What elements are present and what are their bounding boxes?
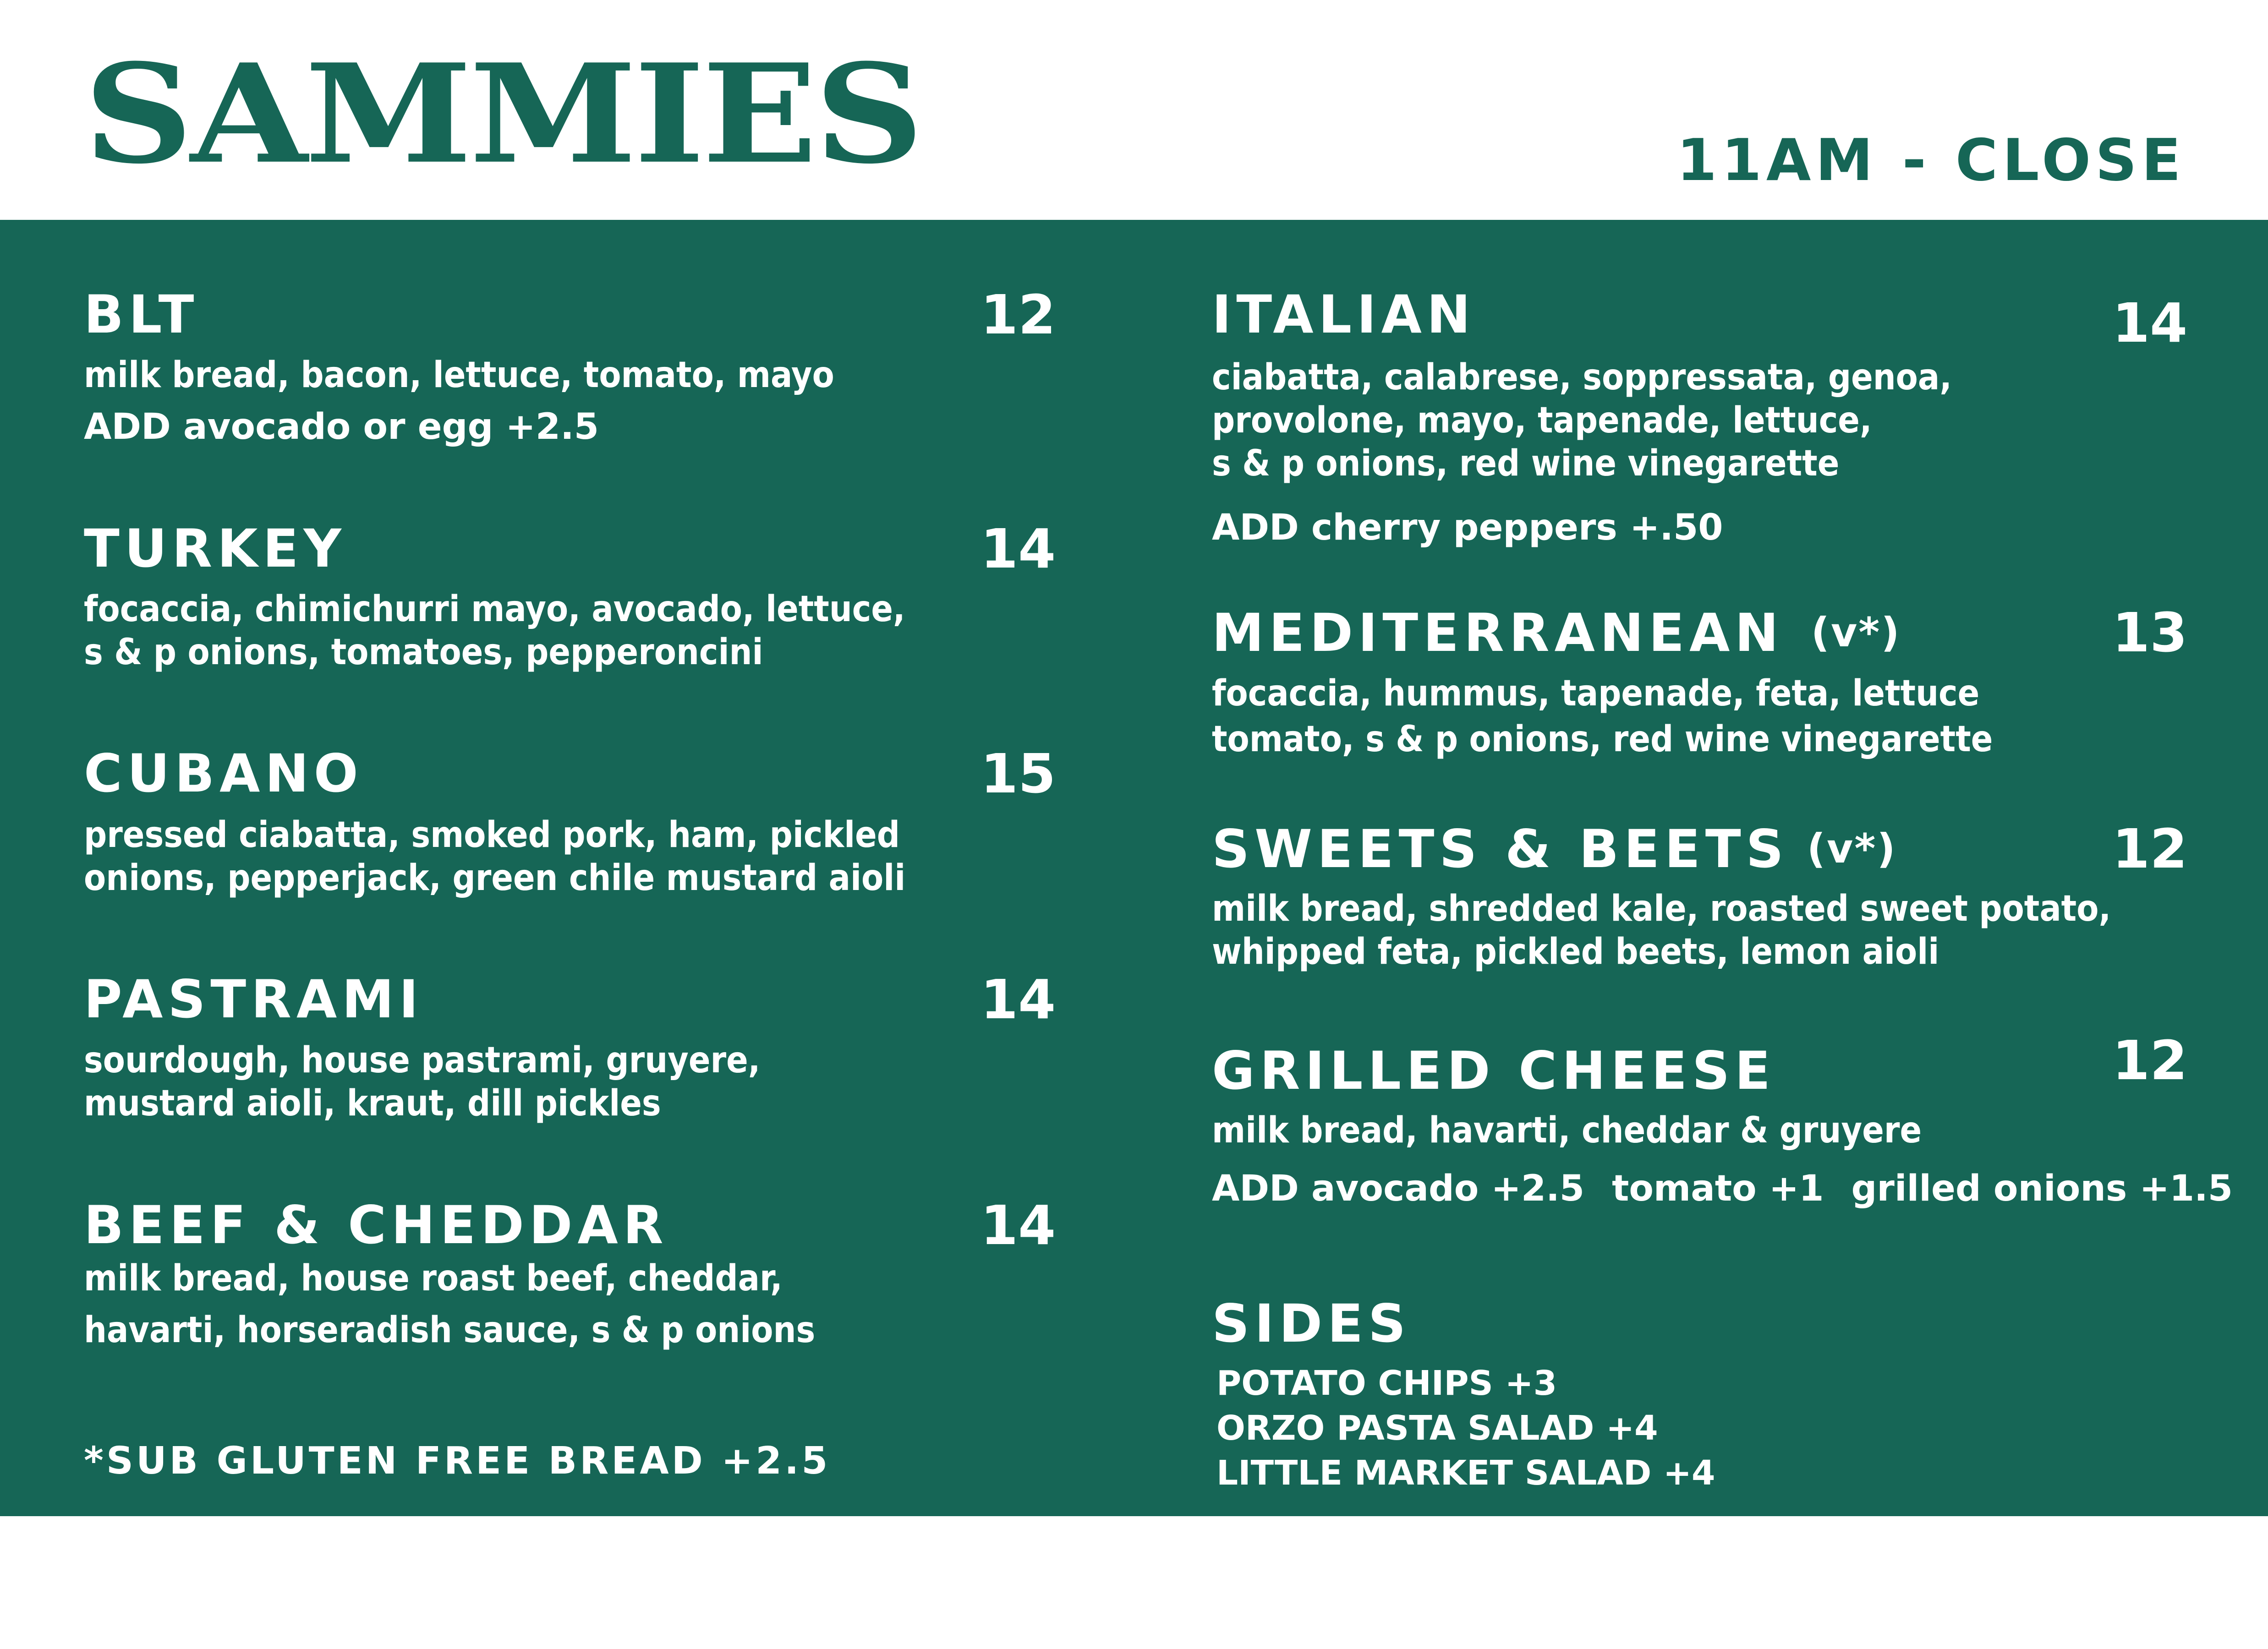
item-name: GRILLED CHEESE (1212, 1040, 1776, 1101)
item-name (1212, 819, 1897, 879)
item-price: 12 (2112, 1029, 2188, 1092)
addon-option: ADD avocado +2.5 (1212, 1168, 1585, 1209)
menu-title: SAMMIES (84, 33, 921, 194)
item-desc-line: havarti, horseradish sauce, s & p onions (84, 1310, 816, 1351)
item-price: 12 (981, 283, 1056, 346)
item-price: 12 (2112, 817, 2188, 880)
item-desc-line: focaccia, chimichurri mayo, avocado, lettuce, (84, 589, 905, 630)
item-desc-line: s & p onions, tomatoes, pepperoncini (84, 632, 763, 673)
item-name: BEEF & CHEDDAR (84, 1195, 668, 1256)
item-desc-line: focaccia, hummus, tapenade, feta, lettuce (1212, 673, 1980, 714)
item-price: 14 (2112, 291, 2188, 355)
item-desc-line: milk bread, havarti, cheddar & gruyere (1212, 1110, 1922, 1151)
vegetarian-tag: (v*) (1811, 609, 1901, 656)
item-desc-line: milk bread, shredded kale, roasted sweet potato, (1212, 888, 2111, 929)
vegetarian-tag: (v*) (1807, 825, 1897, 872)
item-desc-line: mustard aioli, kraut, dill pickles (84, 1083, 661, 1124)
item-desc-line: tomato, s & p onions, red wine vinegarette (1212, 719, 1993, 760)
item-name: BLT (84, 284, 199, 345)
item-name (1212, 603, 1901, 663)
item-price: 14 (981, 968, 1056, 1031)
item-addon: ADD avocado or egg +2.5 (84, 406, 599, 448)
sides-title: SIDES (1212, 1293, 1411, 1354)
item-name: CUBANO (84, 743, 363, 804)
addon-option: tomato +1 (1612, 1168, 1824, 1209)
item-name-text: SWEETS & BEETS (1212, 819, 1789, 879)
addon-option: grilled onions +1.5 (1851, 1168, 2233, 1209)
item-price: 15 (981, 742, 1056, 805)
side-item: ORZO PASTA SALAD +4 (1216, 1409, 1658, 1448)
item-addons (1212, 1167, 2233, 1210)
hours-label: 11AM - CLOSE (1676, 126, 2186, 194)
item-name: PASTRAMI (84, 969, 424, 1030)
item-name-text: MEDITERRANEAN (1212, 602, 1784, 663)
item-price: 13 (2112, 601, 2188, 664)
item-name: ITALIAN (1212, 284, 1476, 345)
side-item: POTATO CHIPS +3 (1216, 1364, 1557, 1403)
item-price: 14 (981, 1194, 1056, 1257)
item-desc-line: milk bread, house roast beef, cheddar, (84, 1258, 783, 1299)
item-desc-line: s & p onions, red wine vinegarette (1212, 443, 1840, 484)
item-desc-line: sourdough, house pastrami, gruyere, (84, 1040, 761, 1081)
item-desc-line: pressed ciabatta, smoked pork, ham, pickled (84, 814, 900, 856)
item-addon: ADD cherry peppers +.50 (1212, 507, 1723, 548)
gluten-free-note: *SUB GLUTEN FREE BREAD +2.5 (84, 1439, 831, 1483)
item-price: 14 (981, 517, 1056, 580)
item-desc-line: whipped feta, pickled beets, lemon aioli (1212, 931, 1939, 972)
item-desc-line: provolone, mayo, tapenade, lettuce, (1212, 400, 1872, 441)
item-desc-line: ciabatta, calabrese, soppressata, genoa, (1212, 357, 1952, 398)
item-name: TURKEY (84, 518, 346, 579)
side-item: LITTLE MARKET SALAD +4 (1216, 1453, 1715, 1493)
item-desc-line: onions, pepperjack, green chile mustard aioli (84, 857, 906, 899)
item-desc-line: milk bread, bacon, lettuce, tomato, mayo (84, 355, 834, 396)
